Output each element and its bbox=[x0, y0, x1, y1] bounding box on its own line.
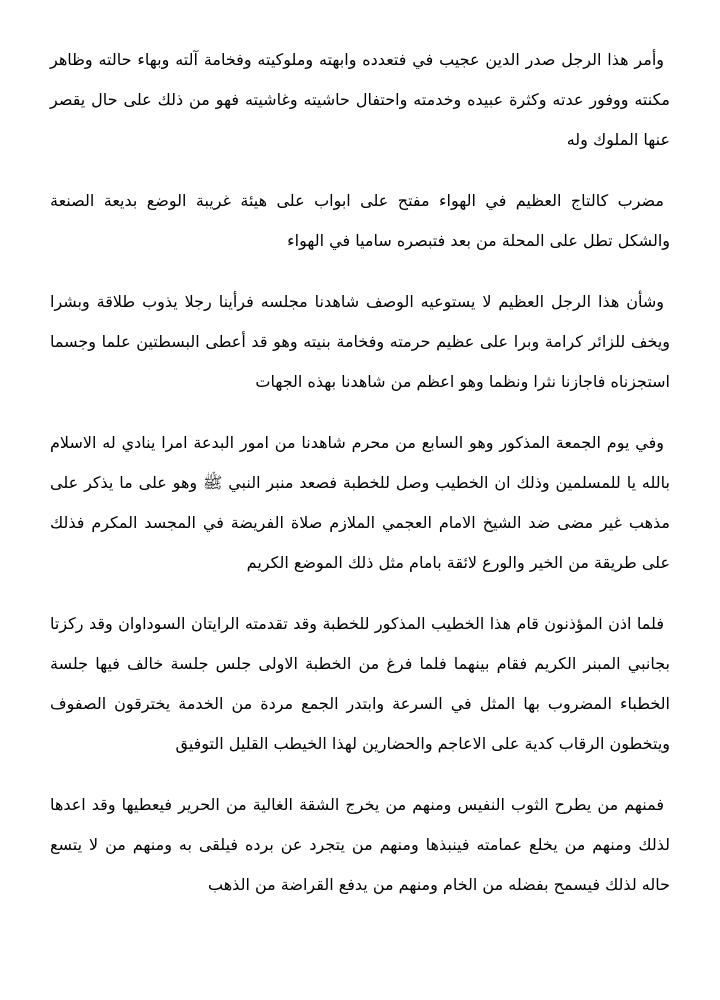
paragraph-6: فمنهم من يطرح الثوب النفيس ومنهم من يخرج الشقة الغالية من الحرير فيعطيها وقد اعدها لذلك ومنهم من يخلع عمامته فينبذها ومنهم من يتجرد عن برده فيلقى به ومنهم من لا يتسع حاله لذلك فيسمح بفضله من الخام ومنهم من يدفع القراضة من الذهب bbox=[50, 795, 670, 894]
paragraph-5: فلما اذن المؤذنون قام هذا الخطيب المذكور للخطبة وقد تقدمته الرايتان السوداوان وقد ركزتا بجانبي المبنر الكريم فقام بينهما فلما فرغ من الخطبة الاولى جلس جلسة خالف فيها جلسة الخطباء المضروب بها المثل في السرعة وابتدر الجمع مردة من الخدمة يخترقون الصفوف ويتخطون الرقاب كدية على الاعاجم والحضارين لهذا الخيطب القليل التوفيق bbox=[50, 614, 670, 753]
document-page bbox=[50, 40, 670, 926]
paragraph-1: وأمر هذا الرجل صدر الدين عجيب في فتعدده وابهته وملوكيته وفخامة آلته وبهاء حالته وظاهر مكنته ووفور عدته وكثرة عبيده وخدمته واحتفال حاشيته وغاشيته فهو من ذلك على حال يقصر عنها الملوك وله bbox=[50, 50, 670, 149]
paragraph-4: وفي يوم الجمعة المذكور وهو السابع من محرم شاهدنا من امور البدعة امرا ينادي له الاسلام بالله يا للمسلمين وذلك ان الخطيب وصل للخطبة فصعد منبر النبي ﷺ وهو على ما يذكر على مذهب غير مضى ضد الشيخ الامام العجمي الملازم صلاة الفريضة في المجسد المكرم فذلك على طريقة من الخير والورع لائقة بامام مثل ذلك الموضع الكريم bbox=[50, 433, 670, 572]
paragraph-3: وشأن هذا الرجل العظيم لا يستوعيه الوصف شاهدنا مجلسه فرأينا رجلا يذوب طلاقة وبشرا ويخف للزائر كرامة وبرا على عظيم حرمته وفخامة بنيته وهو قد أعطى البسطتين علما وجسما استجزناه فاجازنا نثرا ونظما وهو اعظم من شاهدنا بهذه الجهات bbox=[50, 292, 670, 391]
paragraph-2: مضرب كالتاج العظيم في الهواء مفتح على ابواب على هيئة غريبة الوضع بديعة الصنعة والشكل تطل على المحلة من بعد فتبصره ساميا في الهواء bbox=[50, 191, 670, 250]
